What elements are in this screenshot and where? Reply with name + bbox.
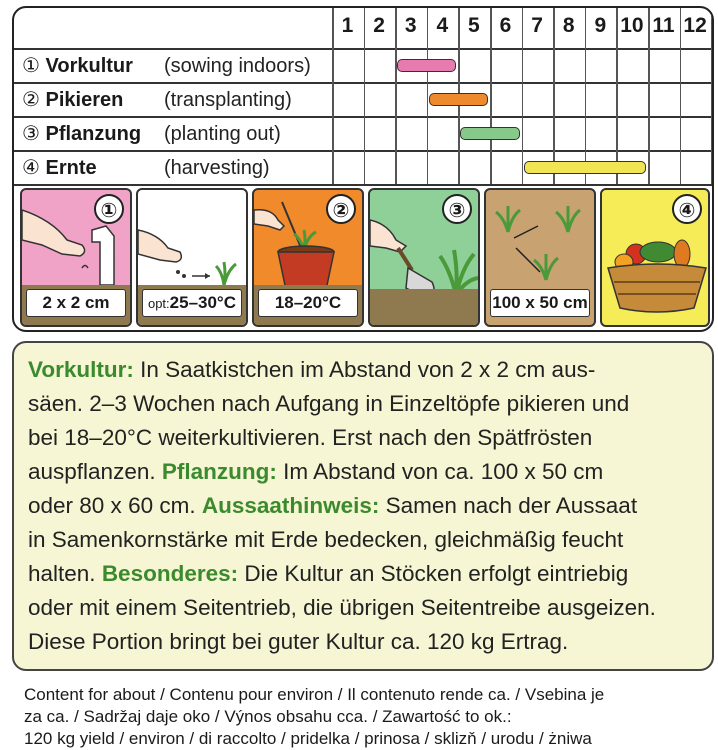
- grid-line: [332, 8, 334, 184]
- calendar-row-2: ② Pikieren (transplanting): [22, 89, 292, 111]
- grid-line: [680, 8, 682, 184]
- temperature-label: opt:25–30°C: [142, 289, 242, 317]
- period-bar-2: [429, 93, 488, 106]
- month-header: 1: [341, 14, 354, 37]
- calendar-row-1: ① Vorkultur (sowing indoors): [22, 55, 311, 77]
- period-bar-3: [460, 127, 519, 140]
- seed-hand-illustration: [138, 190, 248, 290]
- calendar-row-3: ③ Pflanzung (planting out): [22, 123, 281, 145]
- instructions-line: säen. 2–3 Wochen nach Aufgang in Einzeltöpfe pikieren und: [28, 391, 630, 416]
- instructions-line: oder 80 x 60 cm. Aussaathinweis: Samen nach der Aussaat: [28, 493, 638, 518]
- picto-planting-out: [368, 188, 480, 327]
- grid-line: [490, 8, 492, 184]
- month-header: 11: [652, 14, 675, 37]
- instructions-line: oder mit einem Seitentrieb, die übrigen Seitentreibe ausgeizen.: [28, 595, 656, 620]
- month-header: 10: [620, 14, 644, 37]
- month-header: 7: [531, 14, 543, 37]
- calendar-row-4: ④ Ernte (harvesting): [22, 157, 270, 179]
- month-header: 9: [594, 14, 607, 37]
- period-bar-4: [524, 161, 646, 174]
- step-number-badge: ②: [326, 194, 356, 224]
- spacing-label: 100 x 50 cm: [490, 289, 590, 317]
- instructions-line: auspflanzen. Pflanzung: Im Abstand von ca. 100 x 50 cm: [28, 459, 604, 484]
- grid-line: [427, 8, 429, 184]
- grid-line: [585, 8, 587, 184]
- cultivation-instructions: [12, 341, 714, 671]
- instructions-line: in Samenkornstärke mit Erde bedecken, gleichmäßig feucht: [28, 527, 624, 552]
- grid-line: [522, 8, 524, 184]
- month-header: 6: [499, 14, 512, 37]
- month-header: 4: [436, 14, 449, 37]
- sowing-calendar: [14, 8, 712, 188]
- grid-line: [395, 8, 397, 184]
- spacing-label: 2 x 2 cm: [26, 289, 126, 317]
- grid-line: [648, 8, 650, 184]
- step-number-badge: ③: [442, 194, 472, 224]
- grid-line: [616, 8, 618, 184]
- month-header: 8: [562, 14, 575, 37]
- month-header: 5: [468, 14, 480, 37]
- grid-line: [553, 8, 555, 184]
- sowing-calendar-panel: [12, 6, 714, 332]
- footer-line: Content for about / Contenu pour environ / Il contenuto rende ca. / Vsebina je: [24, 685, 605, 704]
- footer-line: 120 kg yield / environ / di raccolto / pridelka / prinosa / sklizň / urodu / żniwa: [24, 729, 592, 748]
- plant-spacing-illustration: [486, 190, 596, 290]
- picto-spacing: [484, 188, 596, 327]
- step-number-badge: ④: [672, 194, 702, 224]
- instructions-line: bei 18–20°C weiterkultivieren. Erst nach den Spätfrösten: [28, 425, 593, 450]
- picto-sowing: [20, 188, 132, 327]
- grid-line: [364, 8, 366, 184]
- month-header: 12: [683, 14, 707, 37]
- temperature-label: 18–20°C: [258, 289, 358, 317]
- grid-line: [711, 8, 713, 184]
- yield-footer: [24, 684, 704, 750]
- picto-transplanting: [252, 188, 364, 327]
- step-number-badge: ①: [94, 194, 124, 224]
- picto-harvesting: [600, 188, 710, 327]
- instructions-line: Vorkultur: In Saatkistchen im Abstand von 2 x 2 cm aus-: [28, 357, 596, 382]
- month-header: 3: [404, 14, 417, 37]
- picto-germination: [136, 188, 248, 327]
- period-bar-1: [397, 59, 456, 72]
- footer-line: za ca. / Sadržaj daje oko / Výnos obsahu cca. / Zawartość to ok.:: [24, 707, 512, 726]
- instructions-line: Diese Portion bringt bei guter Kultur ca. 120 kg Ertrag.: [28, 629, 569, 654]
- month-header: 2: [373, 14, 385, 37]
- instructions-line: halten. Besonderes: Die Kultur an Stöcken erfolgt eintriebig: [28, 561, 629, 586]
- grid-line: [14, 184, 712, 186]
